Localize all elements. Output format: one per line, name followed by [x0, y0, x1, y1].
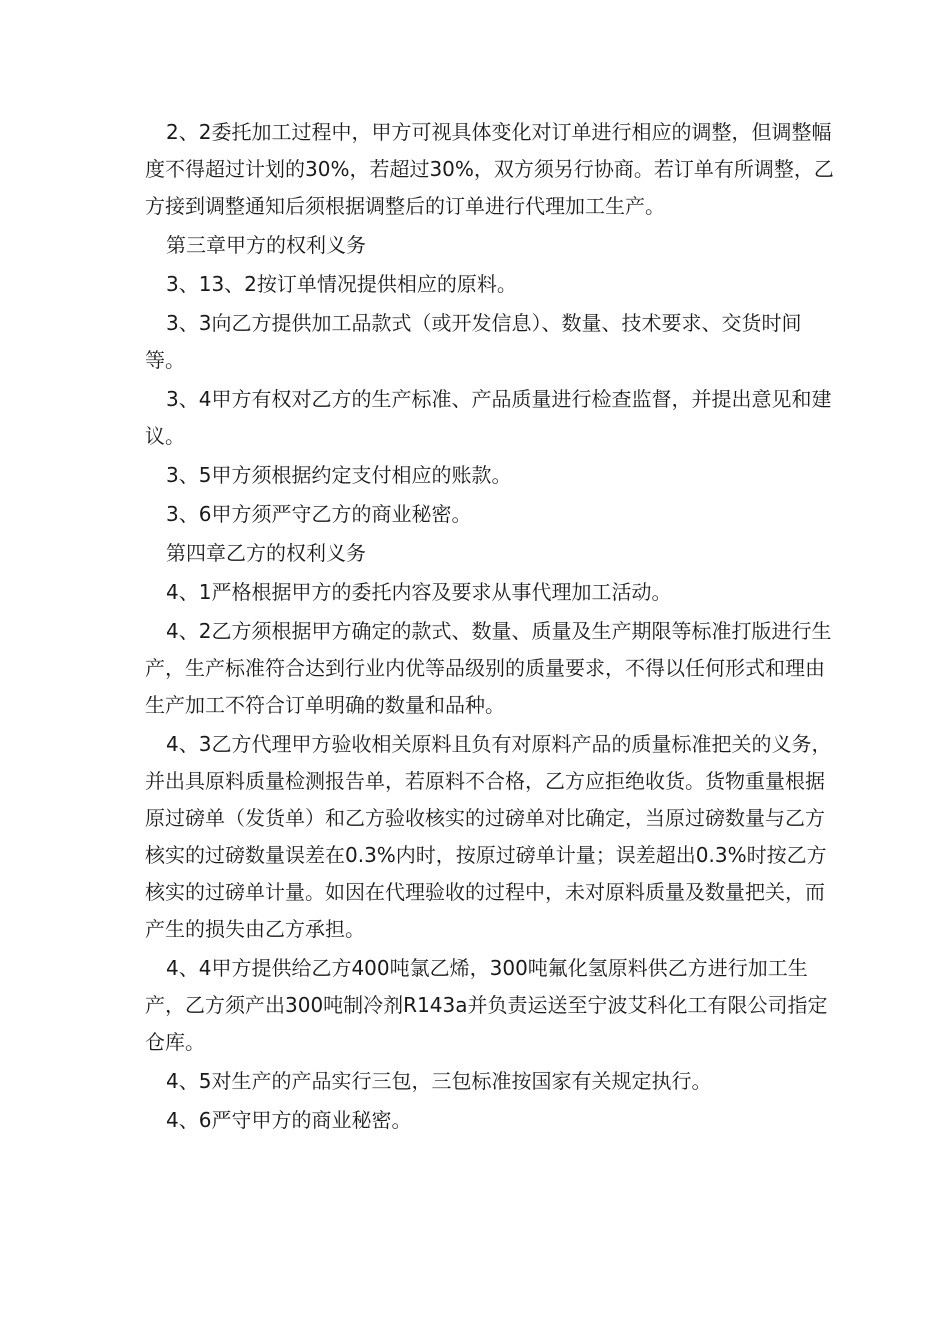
- clause-4-6: 4、6严守甲方的商业秘密。: [166, 1108, 412, 1132]
- clause-4-4: 4、4甲方提供给乙方400吨氯乙烯，300吨氟化氢原料供乙方进行加工生产，乙方须产出300吨制冷剂R143a并负责运送至宁波艾科化工有限公司指定仓库。: [145, 956, 828, 1054]
- clause-4-2: 4、2乙方须根据甲方确定的款式、数量、质量及生产期限等标准打版进行生产，生产标准符合达到行业内优等品级别的质量要求，不得以任何形式和理由生产加工不符合订单明确的数量和品种。: [145, 619, 832, 717]
- chapter-4-heading: 第四章乙方的权利义务: [166, 541, 366, 565]
- clause-3-5: 3、5甲方须根据约定支付相应的账款。: [166, 463, 512, 487]
- clause-3-1-2: 3、13、2按订单情况提供相应的原料。: [166, 272, 517, 296]
- clause-3-4: 3、4甲方有权对乙方的生产标准、产品质量进行检查监督，并提出意见和建议。: [145, 387, 832, 448]
- chapter-3-heading: 第三章甲方的权利义务: [166, 233, 366, 257]
- clause-2-2: 2、2委托加工过程中，甲方可视具体变化对订单进行相应的调整，但调整幅度不得超过计划的30%，若超过30%，双方须另行协商。若订单有所调整，乙方接到调整通知后须根据调整后的订单进行代理加工生产。: [145, 120, 834, 218]
- clause-4-5: 4、5对生产的产品实行三包，三包标准按国家有关规定执行。: [166, 1069, 712, 1093]
- clause-4-1: 4、1严格根据甲方的委托内容及要求从事代理加工活动。: [166, 580, 672, 604]
- clause-3-6: 3、6甲方须严守乙方的商业秘密。: [166, 502, 472, 526]
- document-body: [145, 114, 835, 1141]
- clause-3-3: 3、3向乙方提供加工品款式（或开发信息）、数量、技术要求、交货时间等。: [145, 311, 802, 372]
- clause-4-3: 4、3乙方代理甲方验收相关原料且负有对原料产品的质量标准把关的义务，并出具原料质量检测报告单，若原料不合格，乙方应拒绝收货。货物重量根据原过磅单（发货单）和乙方验收核实的过磅单对比确定，当原过磅数量与乙方核实的过磅数量误差在0.3%内时，按原过磅单计量；误差超出0.3%时按乙方核实的过磅单计量。如因在代理验收的过程中，未对原料质量及数量把关，而产生的损失由乙方承担。: [145, 732, 832, 941]
